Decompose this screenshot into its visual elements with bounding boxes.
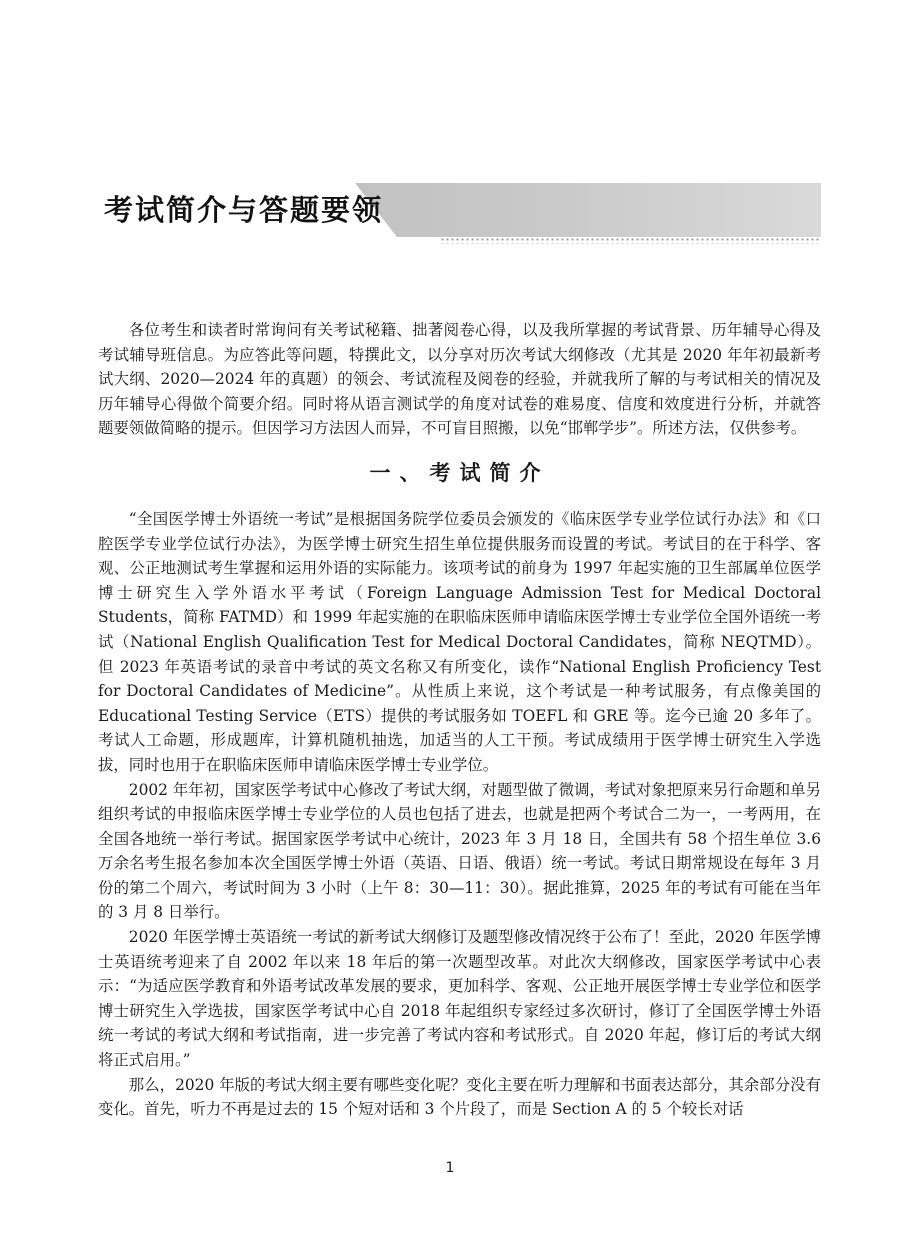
section-heading: 一、考试简介 <box>369 459 550 485</box>
page-number: 1 <box>445 1160 455 1176</box>
body-paragraph: “全国医学博士外语统一考试”是根据国务院学位委员会颁发的《临床医学专业学位试行办法》和《口腔医学专业学位试行办法》，为医学博士研究生招生单位提供服务而设置的考试。考试目的在于科学、客观、公正地测试考生掌握和运用外语的实际能力。该项考试的前身为 1997 年起实施的卫生部属单位医学博士研究生入学外语水平考试（Foreign Language Admission Test for Medical Doctoral Students，简称 FATMD）和 1999 年起实施的在职临床医师申请临床医学博士专业学位全国外语统一考试（National English Qualification Test for Medical Doctoral Candidates，简称 NEQTMD）。但 2023 年英语考试的录音中考试的英文名称又有所变化，读作“National English Proficiency Test for Doctoral Candidates of Medicine”。从性质上来说，这个考试是一种考试服务，有点像美国的 Educational Testing Service（ETS）提供的考试服务如 TOEFL 和 GRE 等。迄今已逾 20 多年了。考试人工命题，形成题库，计算机随机抽选，加适当的人工干预。考试成绩用于医学博士研究生入学选拔，同时也用于在职临床医师申请临床医学博士专业学位。 <box>98 509 821 774</box>
chapter-title: 考试简介与答题要领 <box>104 193 384 227</box>
banner-dot-pattern <box>440 237 820 244</box>
body-paragraph: 2020 年医学博士英语统一考试的新考试大纲修订及题型修改情况终于公布了！至此，2020 年医学博士英语统考迎来了自 2002 年以来 18 年后的第一次题型改革。对此次大纲修改，国家医学考试中心表示：“为适应医学教育和外语考试改革发展的要求，更加科学、客观、公正地开展医学博士专业学位和医学博士研究生入学选拔，国家医学考试中心自 2018 年起组织专家经过多次研讨，修订了全国医学博士外语统一考试的考试大纲和考试指南，进一步完善了考试内容和考试形式。自 2020 年起，修订后的考试大纲将正式启用。” <box>98 928 821 1070</box>
page-content <box>98 318 821 1122</box>
body-paragraph: 2002 年年初，国家医学考试中心修改了考试大纲，对题型做了微调，考试对象把原来另行命题和单另组织考试的申报临床医学博士专业学位的人员也包括了进去，也就是把两个考试合二为一，一考两用，在全国各地统一举行考试。据国家医学考试中心统计，2023 年 3 月 18 日，全国共有 58 个招生单位 3.6 万余名考生报名参加本次全国医学博士外语（英语、日语、俄语）统一考试。考试日期常规设在每年 3 月份的第二个周六，考试时间为 3 小时（上午 8：30—11：30）。据此推算，2025 年的考试有可能在当年的 3 月 8 日举行。 <box>98 780 821 922</box>
intro-paragraph: 各位考生和读者时常询问有关考试秘籍、拙著阅卷心得，以及我所掌握的考试背景、历年辅导心得及考试辅导班信息。为应答此等问题，特撰此文，以分享对历次考试大纲修改（尤其是 2020 年年初最新考试大纲、2020—2024 年的真题）的领会、考试流程及阅卷的经验，并就我所了解的与考试相关的情况及历年辅导心得做个简要介绍。同时将从语言测试学的角度对试卷的难易度、信度和效度进行分析，并就答题要领做简略的提示。但因学习方法因人而异，不可盲目照搬，以免“邯郸学步”。所述方法，仅供参考。 <box>98 321 822 438</box>
body-paragraph: 那么，2020 年版的考试大纲主要有哪些变化呢？变化主要在听力理解和书面表达部分，其余部分没有变化。首先，听力不再是过去的 15 个短对话和 3 个片段了，而是 Section A 的 5 个较长对话 <box>98 1075 821 1119</box>
